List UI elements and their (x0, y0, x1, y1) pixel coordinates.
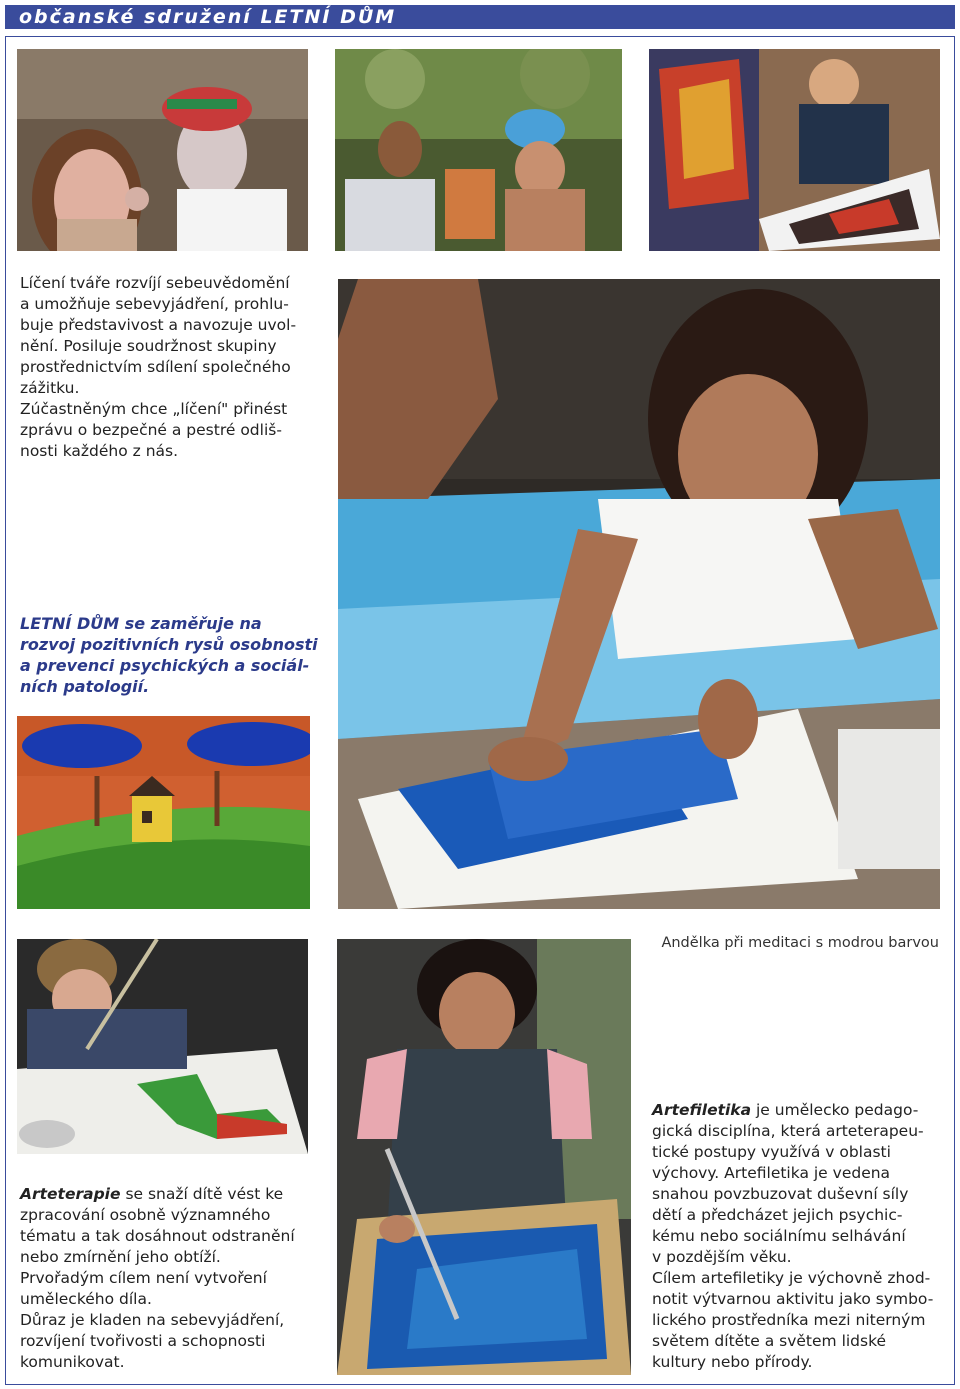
girl-brush-photo (337, 939, 631, 1375)
mission-statement (20, 613, 320, 697)
text-line: rozvíjení tvořivosti a schopnosti (20, 1332, 266, 1350)
text-line: Prvořadým cílem není vytvoření (20, 1269, 267, 1287)
text-line: a umožňuje sebevyjádření, prohlu- (20, 295, 289, 313)
face-painting-photo (17, 49, 308, 251)
text-line: lického prostředníka mezi niterným (652, 1311, 926, 1329)
text-line: zprávu o bezpečné a pestré odliš- (20, 421, 282, 439)
text-line: prostřednictvím sdílení společného (20, 358, 291, 376)
text-line: světem dítěte a světem lidské (652, 1332, 887, 1350)
house-painting-artwork (17, 716, 310, 909)
text-line: nebo zmírnění jeho obtíží. (20, 1248, 221, 1266)
text-line: nosti každého z nás. (20, 442, 179, 460)
term-artefiletika: Artefiletika (652, 1101, 752, 1119)
text-line: zpracování osobně významného (20, 1206, 271, 1224)
text-line: zážitku. (20, 379, 80, 397)
arteterapie-text (20, 1184, 320, 1373)
text-line: nění. Posiluje soudržnost skupiny (20, 337, 277, 355)
text-line: ních patologií. (20, 677, 150, 696)
text-line: Cílem artefiletiky je výchovně zhod- (652, 1269, 931, 1287)
text-line: komunikovat. (20, 1353, 125, 1371)
photo-caption: Andělka při meditaci s modrou barvou (661, 935, 939, 951)
outdoor-group-photo (335, 49, 622, 251)
text-line (20, 1184, 320, 1205)
text-line: buje představivost a navozuje uvol- (20, 316, 297, 334)
page-header: občanské sdružení LETNÍ DŮM (5, 5, 955, 29)
text-line: a prevenci psychických a sociál- (20, 656, 310, 675)
text-span: se snaží dítě vést ke (120, 1185, 284, 1203)
text-line: uměleckého díla. (20, 1290, 152, 1308)
text-line: dětí a předcházet jejich psychic- (652, 1206, 903, 1224)
text-span: je umělecko pedago- (751, 1101, 919, 1119)
face-painting-text (20, 273, 320, 462)
artefiletika-text (652, 1100, 952, 1373)
term-arteterapie: Arteterapie (20, 1185, 121, 1203)
text-line: LETNÍ DŮM se zaměřuje na (20, 614, 262, 633)
text-line: gická disciplína, která arteterapeu- (652, 1122, 924, 1140)
girl-blue-paint-photo (338, 279, 940, 909)
text-line: Zúčastněným chce „líčení" přinést (20, 400, 288, 418)
text-line: tématu a tak dosáhnout odstranění (20, 1227, 295, 1245)
text-line (652, 1100, 952, 1121)
text-line: kultury nebo přírody. (652, 1353, 813, 1371)
text-line: rozvoj pozitivních rysů osobnosti (20, 635, 318, 654)
text-line: notit výtvarnou aktivitu jako symbo- (652, 1290, 934, 1308)
text-line: Líčení tváře rozvíjí sebeuvědomění (20, 274, 290, 292)
text-line: výchovy. Artefiletika je vedena (652, 1164, 891, 1182)
boy-painting-photo (17, 939, 308, 1154)
text-line: kému nebo sociálnímu selhávání (652, 1227, 906, 1245)
text-line: tické postupy využívá v oblasti (652, 1143, 891, 1161)
child-painting-photo (649, 49, 940, 251)
text-line: v pozdějším věku. (652, 1248, 792, 1266)
text-line: snahou povzbuzovat duševní síly (652, 1185, 909, 1203)
text-line: Důraz je kladen na sebevyjádření, (20, 1311, 285, 1329)
